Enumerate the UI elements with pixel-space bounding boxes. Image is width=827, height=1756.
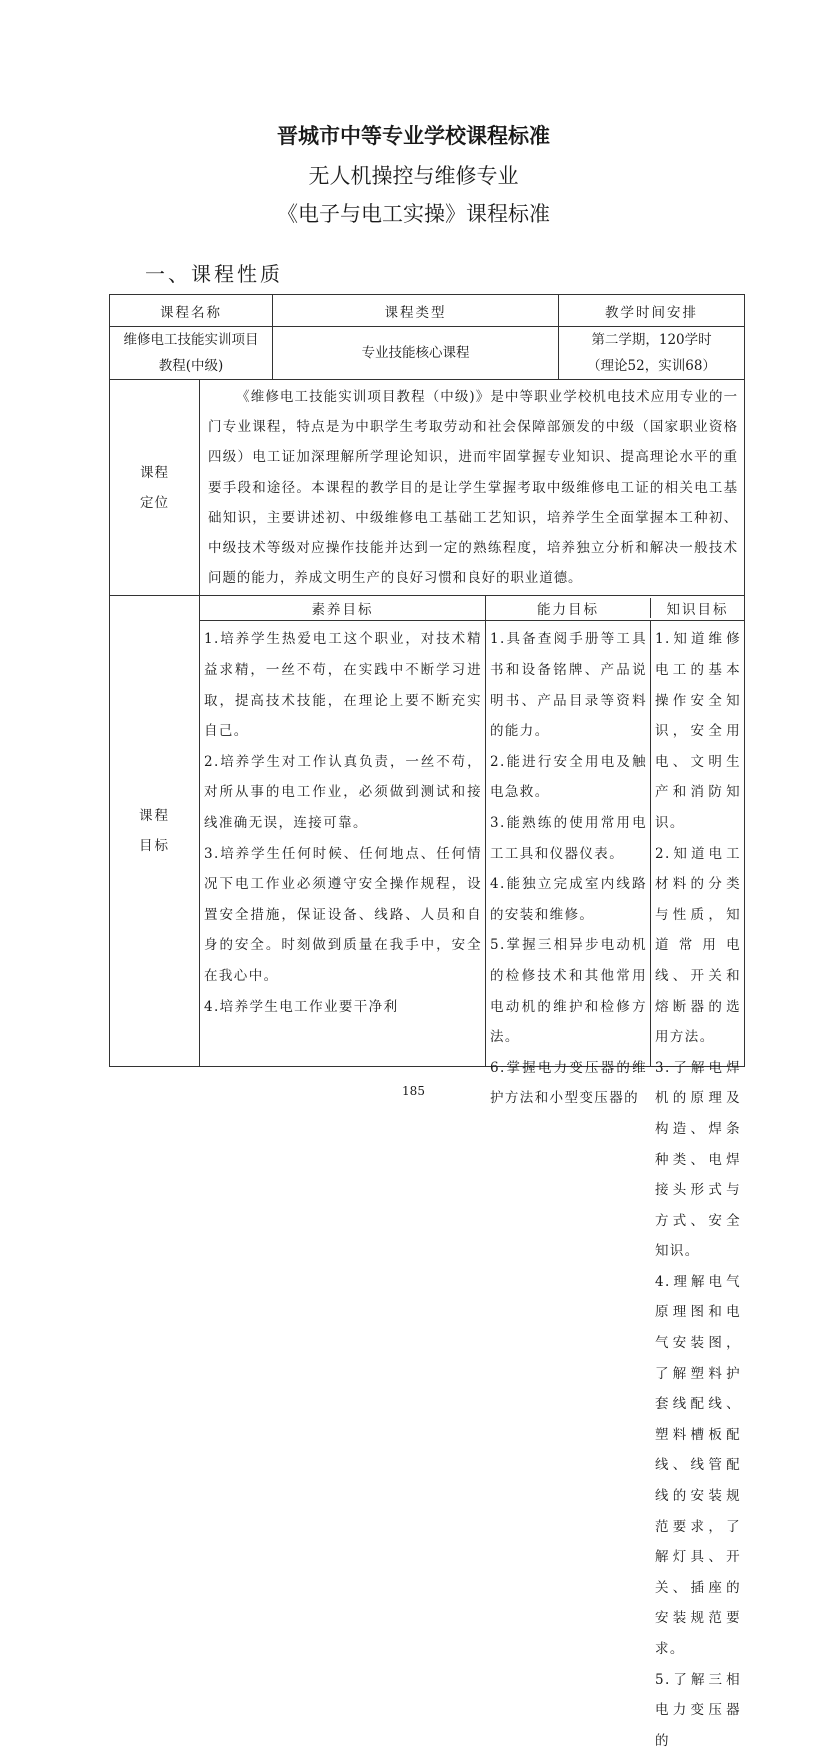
course-name-line2: 教程(中级) [158, 358, 224, 374]
schedule-cell [559, 327, 745, 380]
course-name-cell [110, 327, 273, 380]
knowledge-goal-item: 4.理解电气原理图和电气安装图，了解塑料护套线配线、塑料槽板配线、线管配线的安装规范要求，了解灯具、开关、插座的安装规范要求。 [655, 1273, 741, 1658]
positioning-row [110, 380, 745, 596]
knowledge-goal-item: 3.了解电焊机的原理及构造、焊条种类、电焊接头形式与方式、安全知识。 [655, 1059, 741, 1260]
positioning-label-cell [110, 380, 200, 596]
positioning-label-1: 课程 [140, 464, 169, 481]
knowledge-goals-header-label: 知识目标 [650, 598, 744, 618]
header-course-type: 课程类型 [273, 295, 559, 327]
goal-content-row [110, 621, 745, 1067]
course-standard-title: 《电子与电工实操》课程标准 [277, 202, 550, 226]
literacy-goal-item: 1.培养学生热爱电工这个职业，对技术精益求精，一丝不苟，在实践中不断学习进取，提高技术技能，在理论上要不断充实自己。 [204, 631, 482, 740]
knowledge-goal-item: 1.知道维修电工的基本操作安全知识，安全用电、文明生产和消防知识。 [655, 631, 741, 831]
table-header-row [110, 295, 745, 327]
ability-goals-cell [486, 621, 650, 1107]
ability-knowledge-cell [486, 621, 745, 1749]
literacy-goal-item: 3.培养学生任何时候、任何地点、任何情况下电工作业必须遵守安全操作规程，设置安全措施，保证设备、线路、人员和自身的安全。时刻做到质量在我手中，安全在我心中。 [204, 845, 482, 984]
title-block [0, 118, 827, 232]
positioning-label-2: 定位 [140, 494, 169, 511]
course-info-row [110, 327, 745, 380]
major-title: 无人机操控与维修专业 [308, 164, 519, 188]
knowledge-goal-item: 5.了解三相电力变压器的 [655, 1671, 741, 1749]
ability-goal-item: 1.具备查阅手册等工具书和设备铭牌、产品说明书、产品目录等资料的能力。 [490, 631, 647, 740]
ability-goal-item: 5.掌握三相异步电动机的检修技术和其他常用电动机的维护和检修方法。 [490, 937, 647, 1046]
course-name-line1: 维修电工技能实训项目 [123, 332, 259, 348]
knowledge-goal-item: 2.知道电工材料的分类与性质，知道常用电线、开关和熔断器的选用方法。 [655, 845, 741, 1046]
ability-goal-item: 3.能熟练的使用常用电工工具和仪器仪表。 [490, 814, 647, 862]
knowledge-goals-cell [650, 621, 744, 1749]
ability-goal-item: 6.掌握电力变压器的维护方法和小型变压器的 [490, 1059, 647, 1107]
section-heading: 一、课程性质 [145, 262, 283, 286]
literacy-goal-item: 2.培养学生对工作认真负责，一丝不苟，对所从事的电工作业，必须做到测试和接线准确无误，连接可靠。 [204, 753, 482, 831]
ability-goal-item: 4.能独立完成室内线路的安装和维修。 [490, 876, 647, 923]
header-schedule: 教学时间安排 [559, 295, 745, 327]
literacy-goals-header: 素养目标 [200, 596, 486, 621]
schedule-line1: 第二学期，120学时 [591, 332, 712, 348]
literacy-goal-item: 4.培养学生电工作业要干净利 [204, 998, 399, 1015]
goal-header-row [110, 596, 745, 621]
header-course-name: 课程名称 [110, 295, 273, 327]
ability-goals-header-label: 能力目标 [537, 602, 599, 619]
ability-goal-item: 2.能进行安全用电及触电急救。 [490, 753, 647, 801]
positioning-text-cell [200, 380, 745, 596]
schedule-line2: （理论52，实训68） [587, 358, 716, 374]
page-number: 185 [402, 1084, 425, 1098]
school-standard-title: 晋城市中等专业学校课程标准 [277, 123, 550, 148]
goals-label-1: 课程 [139, 808, 170, 825]
ability-goals-header [486, 596, 745, 621]
course-type-cell: 专业技能核心课程 [273, 327, 559, 380]
goals-label-cell [110, 596, 200, 1067]
literacy-goals-cell [200, 621, 486, 1067]
positioning-text: 《维修电工技能实训项目教程（中级)》是中等职业学校机电技术应用专业的一门专业课程，特点是为中职学生考取劳动和社会保障部颁发的中级（国家职业资格四级）电工证加深理解所学理论知识，进而牢固掌握专业知识、提高理论水平的重要手段和途径。本课程的教学目的是让学生掌握考取中级维修电工证的相关电工基础知识，主要讲述初、中级维修电工基础工艺知识，培养学生全面掌握本工种初、中级技术等级对应操作技能并达到一定的熟练程度，培养独立分析和解决一般技术问题的能力，养成文明生产的良好习惯和良好的职业道德。 [208, 389, 738, 587]
goals-label-2: 目标 [139, 838, 170, 855]
